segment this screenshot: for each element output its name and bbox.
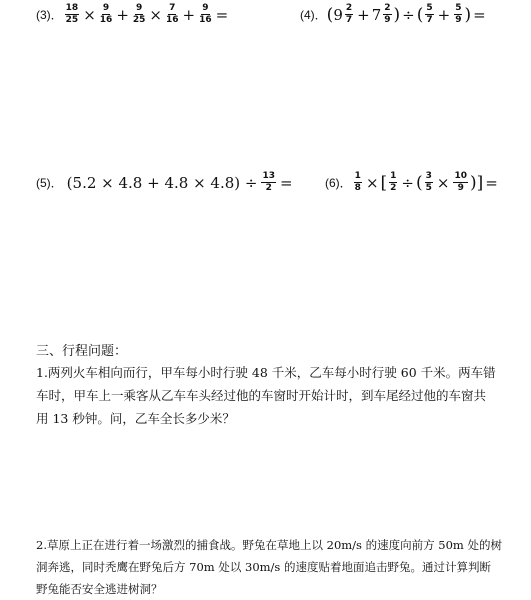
fraction: $\frac{18}{25}$ <box>65 3 79 25</box>
question-2-line-2: 洞奔逃，同时秃鹰在野兔后方 70m 处以 30m/s 的速度贴着地面追击野兔。通过计算判断 <box>36 560 491 574</box>
fraction: $\frac{5}{7}$ <box>426 3 433 25</box>
fraction: $\frac{2}{7}$ <box>345 3 353 25</box>
problem-5: (5)． (5.2 × 4.8 + 4.8 × 4.8) ÷ $\frac{13}{2}$ = <box>36 171 293 193</box>
question-1-line-1: 1.两列火车相向而行，甲车每小时行驶 48 千米，乙车每小时行驶 60 千米。两车错 <box>36 365 496 380</box>
problem-6-label: (6)． <box>325 176 352 190</box>
fraction: $\frac{9}{25}$ <box>132 3 146 25</box>
problem-3-label: (3)． <box>36 8 63 22</box>
fraction: $\frac{5}{9}$ <box>455 3 462 25</box>
fraction: $\frac{7}{16}$ <box>166 3 179 25</box>
section-title: 三、行程问题： <box>36 344 128 359</box>
fraction: $\frac{1}{2}$ <box>390 171 397 193</box>
problem-5-label: (5)． <box>36 176 63 190</box>
question-1 <box>36 361 506 430</box>
fraction: $\frac{9}{16}$ <box>199 3 212 25</box>
fraction: $\frac{1}{8}$ <box>354 171 361 193</box>
problem-4-label: (4)． <box>300 8 327 22</box>
question-2-line-1: 2.草原上正在进行着一场激烈的捕食战。野兔在草地上以 20m/s 的速度向前方 50m 处的树 <box>36 538 502 552</box>
fraction: $\frac{3}{5}$ <box>425 171 432 193</box>
question-1-line-3: 用 13 秒钟。问，乙车全长多少米？ <box>36 411 235 426</box>
problem-3: (3)． $\frac{18}{25}$ × $\frac{9}{16}$ + $\frac{9}{25}$ × $\frac{7}{16}$ + $\frac{9}{16}$ = <box>36 3 229 25</box>
fraction: $\frac{13}{2}$ <box>262 171 275 193</box>
question-2 <box>36 534 516 600</box>
problem-5-expression: (5.2 × 4.8 + 4.8 × 4.8) ÷ <box>66 173 258 192</box>
fraction: $\frac{10}{9}$ <box>454 171 468 193</box>
problem-6: (6)． $\frac{1}{8}$ × [ $\frac{1}{2}$ ÷ ( $\frac{3}{5}$ × $\frac{10}{9}$ ) ] = <box>325 171 498 193</box>
fraction: $\frac{9}{16}$ <box>99 3 113 25</box>
question-2-line-3: 野兔能否安全逃进树洞？ <box>36 582 163 596</box>
question-1-line-2: 车时，甲车上一乘客从乙车车头经过他的车窗时开始计时，到车尾经过他的车窗共 <box>36 388 487 403</box>
fraction: $\frac{2}{9}$ <box>384 3 391 25</box>
problem-4: (4)． ( 9 $\frac{2}{7}$ + 7 $\frac{2}{9}$ ) ÷ ( $\frac{5}{7}$ + $\frac{5}{9}$ ) = <box>300 3 486 25</box>
